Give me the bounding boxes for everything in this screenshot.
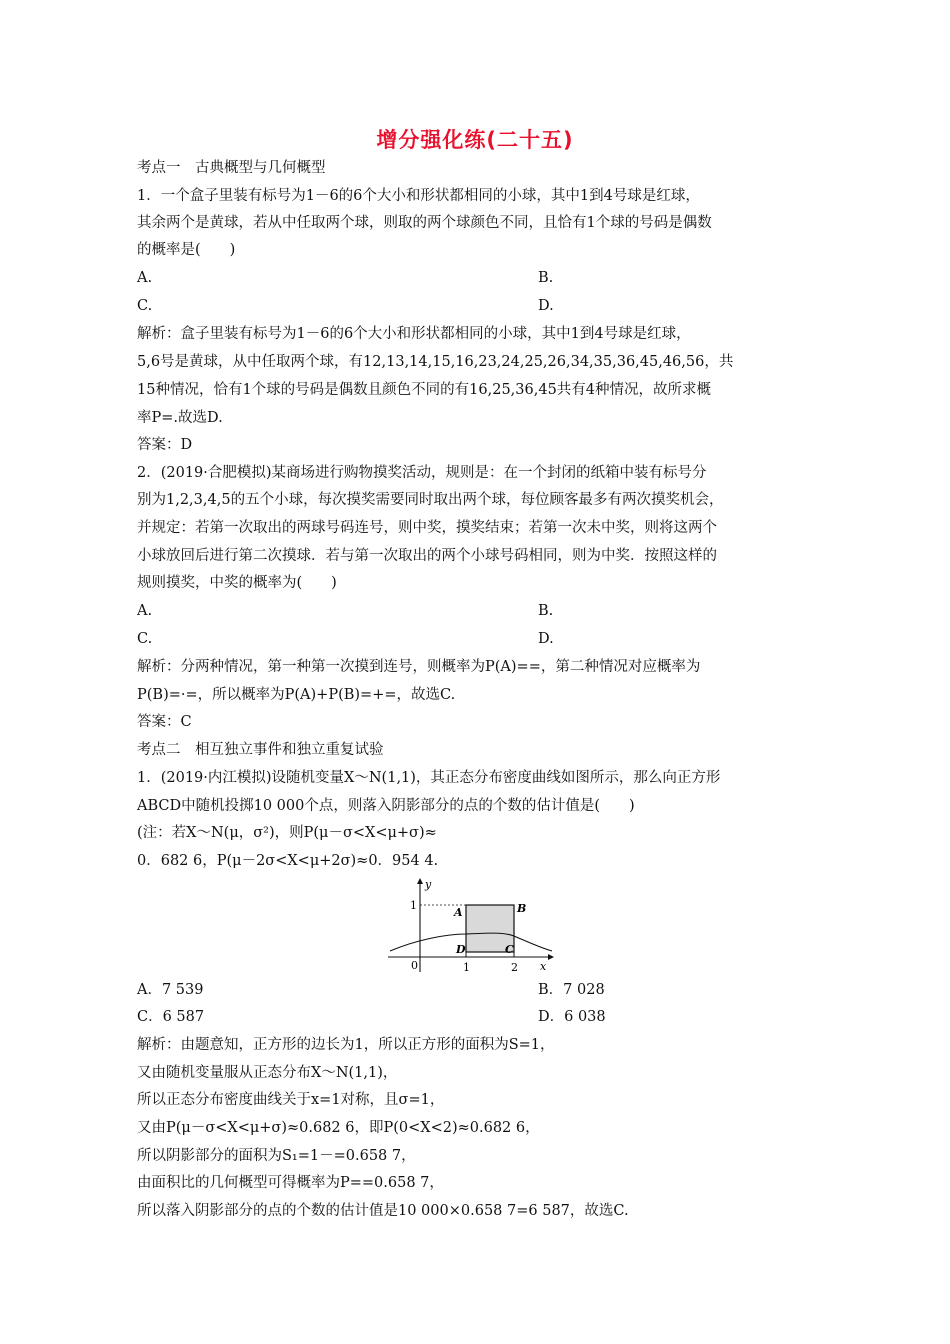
point-a-label: A — [454, 906, 463, 919]
solution-line: 所以阴影部分的面积为S₁=1－=0.658 7， — [137, 1148, 416, 1164]
solution-line: 5,6号是黄球，从中任取两个球，有12,13,14,15,16,23,24,25,26,34,35,36,45,46,56，共 — [137, 354, 734, 370]
option-row — [137, 268, 817, 288]
x-tick-2: 2 — [511, 961, 518, 974]
solution-line: 解析：分两种情况，第一种第一次摸到连号，则概率为P(A)==，第二种情况对应概率为 — [137, 659, 701, 675]
solution-line: 又由随机变量服从正态分布X～N(1,1)， — [137, 1065, 398, 1081]
problem-stem-line: (注：若X～N(μ，σ²)，则P(μ－σ<X<μ+σ)≈ — [137, 825, 437, 841]
option-d: D．6 038 — [538, 1009, 606, 1025]
point-c-label: C — [505, 943, 514, 956]
problem-stem-line: 小球放回后进行第二次摸球．若与第一次取出的两个小球号码相同，则为中奖．按照这样的 — [137, 548, 717, 564]
problem-stem-line: ABCD中随机投掷10 000个点，则落入阴影部分的点的个数的估计值是( ) — [137, 798, 635, 814]
solution-line: 所以正态分布密度曲线关于x=1对称，且σ=1， — [137, 1092, 445, 1108]
solution-line: 又由P(μ－σ<X<μ+σ)≈0.682 6，即P(0<X<2)≈0.682 6， — [137, 1120, 540, 1136]
y-tick-1: 1 — [410, 899, 417, 912]
problem-stem-line: 别为1,2,3,4,5的五个小球，每次摸奖需要同时取出两个球，每位顾客最多有两次摸奖机会， — [137, 492, 724, 508]
section-heading: 考点一 古典概型与几何概型 — [137, 160, 326, 176]
option-a: A. — [137, 270, 153, 286]
point-d-label: D — [456, 943, 466, 956]
solution-line: 率P=.故选D. — [137, 410, 223, 426]
solution-line: 所以落入阴影部分的点的个数的估计值是10 000×0.658 7=6 587，故选C. — [137, 1203, 629, 1219]
section-heading: 考点二 相互独立事件和独立重复试验 — [137, 742, 384, 758]
problem-stem-line: 1．(2019·内江模拟)设随机变量X～N(1,1)，其正态分布密度曲线如图所示，那么向正方形 — [137, 770, 721, 786]
solution-line: 15种情况，恰有1个球的号码是偶数且颜色不同的有16,25,36,45共有4种情况，故所求概 — [137, 382, 712, 398]
page-title: 增分强化练(二十五) — [376, 128, 574, 152]
solution-line: 由面积比的几何概型可得概率为P==0.658 7， — [137, 1175, 444, 1191]
option-b: B. — [538, 603, 554, 619]
y-axis-label: y — [425, 878, 432, 891]
option-c: C. — [137, 631, 153, 647]
solution-line: 解析：盒子里装有标号为1－6的6个大小和形状都相同的小球，其中1到4号球是红球， — [137, 326, 691, 342]
problem-stem-line: 规则摸奖，中奖的概率为( ) — [137, 575, 337, 591]
answer-line: 答案：C — [137, 714, 192, 730]
problem-stem-line: 其余两个是黄球，若从中任取两个球，则取的两个球颜色不同，且恰有1个球的号码是偶数 — [137, 215, 712, 231]
y-axis-arrow — [417, 878, 423, 884]
problem-stem-line: 2．(2019·合肥模拟)某商场进行购物摸奖活动，规则是：在一个封闭的纸箱中装有标号分 — [137, 465, 707, 481]
problem-stem-line: 并规定：若第一次取出的两球号码连号，则中奖，摸奖结束；若第一次未中奖，则将这两个 — [137, 520, 717, 536]
solution-line: 解析：由题意知，正方形的边长为1，所以正方形的面积为S=1， — [137, 1037, 555, 1053]
option-c: C．6 587 — [137, 1009, 205, 1025]
option-a: A. — [137, 603, 153, 619]
option-d: D. — [538, 298, 554, 314]
x-axis-label: x — [540, 960, 547, 973]
problem-stem-line: 0．682 6，P(μ－2σ<X<μ+2σ)≈0．954 4. — [137, 853, 439, 869]
point-b-label: B — [517, 902, 527, 915]
origin-label: 0 — [411, 959, 418, 972]
x-axis-arrow — [548, 954, 554, 960]
option-c: C. — [137, 298, 153, 314]
solution-line: P(B)=·=，所以概率为P(A)+P(B)=+=，故选C. — [137, 687, 456, 703]
option-b: B. — [538, 270, 554, 286]
x-tick-1: 1 — [463, 961, 470, 974]
option-a: A．7 539 — [137, 982, 204, 998]
answer-line: 答案：D — [137, 437, 193, 453]
problem-stem-line: 1．一个盒子里装有标号为1－6的6个大小和形状都相同的小球，其中1到4号球是红球， — [137, 188, 700, 204]
option-d: D. — [538, 631, 554, 647]
option-b: B．7 028 — [538, 982, 605, 998]
problem-stem-line: 的概率是( ) — [137, 242, 236, 258]
normal-distribution-figure — [386, 876, 556, 976]
